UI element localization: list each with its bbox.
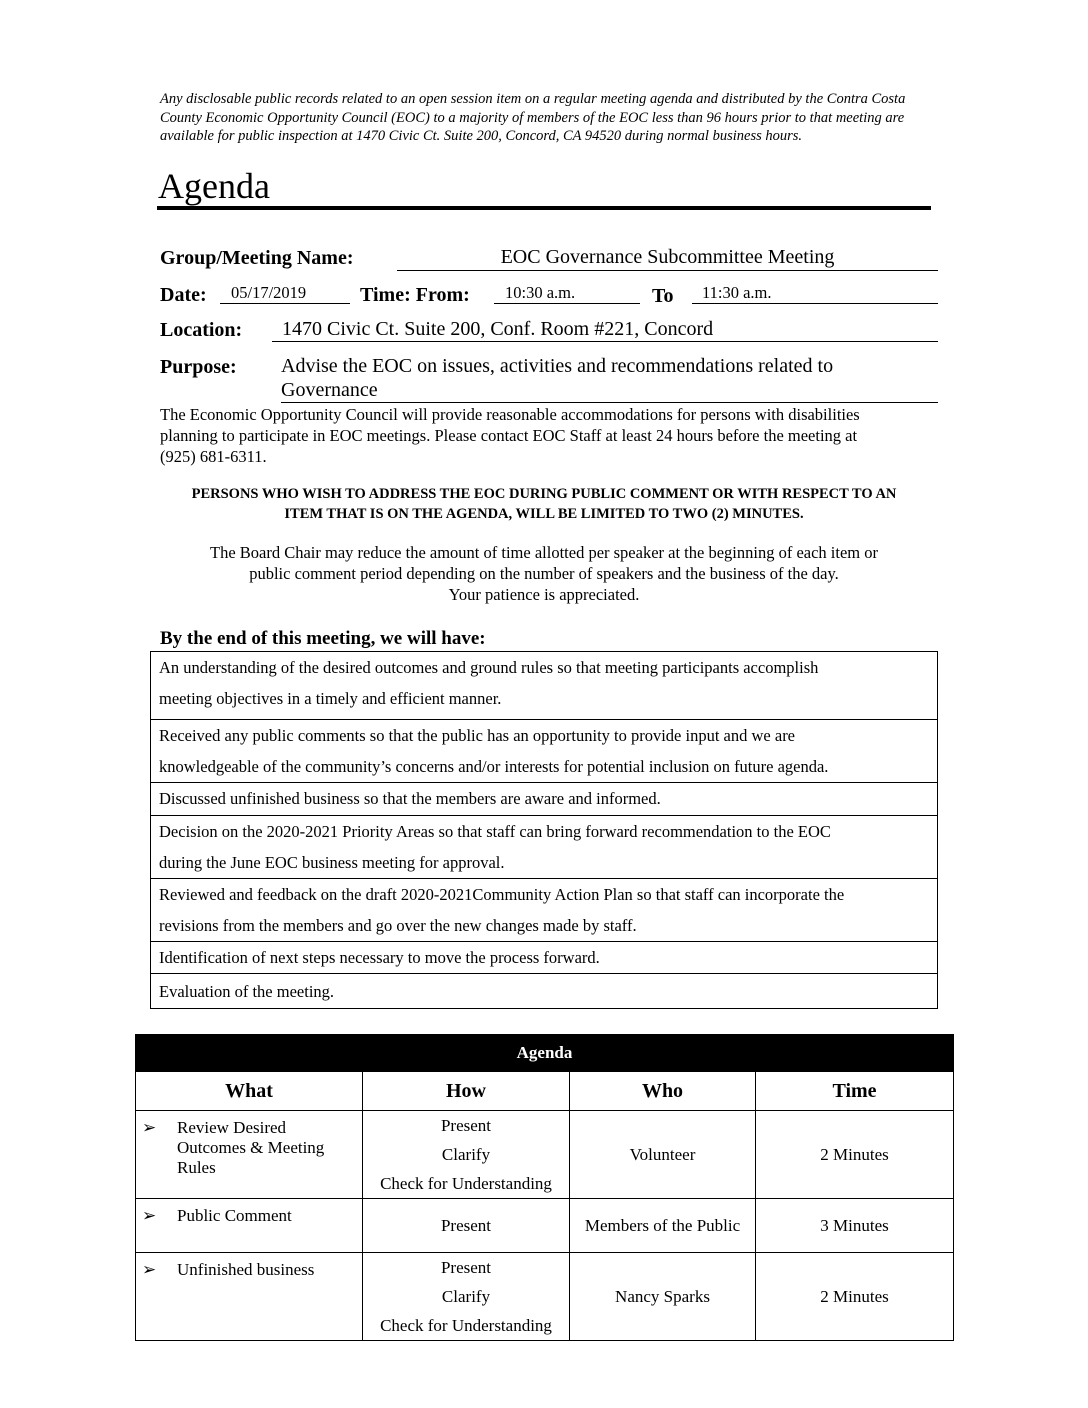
column-header-what: What <box>136 1072 363 1111</box>
how-step: Check for Understanding <box>380 1316 552 1335</box>
time-cell: 2 Minutes <box>756 1253 954 1341</box>
purpose-label: Purpose: <box>160 356 237 378</box>
who-cell: Nancy Sparks <box>570 1253 756 1341</box>
arrow-bullet-icon: ➢ <box>142 1118 157 1137</box>
objective-line: Received any public comments so that the public has an opportunity to provide input and we are <box>159 726 796 745</box>
location-value: 1470 Civic Ct. Suite 200, Conf. Room #221, Concord <box>272 317 938 342</box>
how-cell <box>363 1111 570 1199</box>
agenda-table-title: Agenda <box>136 1035 954 1072</box>
objective-item <box>151 974 937 1010</box>
time-cell: 2 Minutes <box>756 1111 954 1199</box>
page-title: Agenda <box>158 166 270 206</box>
objective-item <box>151 783 937 816</box>
how-step: Present <box>440 1116 492 1135</box>
how-step: Clarify <box>441 1145 491 1164</box>
objective-item <box>151 720 937 783</box>
objective-item <box>151 816 937 879</box>
time-to-label: To <box>652 285 674 307</box>
who-cell: Members of the Public <box>570 1199 756 1253</box>
how-cell <box>363 1199 570 1253</box>
how-cell <box>363 1253 570 1341</box>
column-header-who: Who <box>570 1072 756 1111</box>
location-label: Location: <box>160 319 243 341</box>
time-from-value: 10:30 a.m. <box>494 283 640 304</box>
objective-line: Evaluation of the meeting. <box>159 982 335 1001</box>
public-records-disclaimer: Any disclosable public records related to an open session item on a regular meeting agenda and distributed by the Contra Costa County Economic Opportunity Council (EOC) to a majority of members of the EOC less than 96 hours prior to that meeting are available for public inspection at 1470 Civic Ct. Suite 200, Concord, CA 94520 during normal business hours. <box>160 91 906 144</box>
table-row <box>136 1199 954 1253</box>
arrow-bullet-icon: ➢ <box>142 1206 157 1225</box>
purpose-line-2: Governance <box>281 378 938 403</box>
objective-line: during the June EOC business meeting for approval. <box>159 853 505 872</box>
objective-line: An understanding of the desired outcomes and ground rules so that meeting participants accomplish <box>159 658 819 677</box>
objective-line: Decision on the 2020-2021 Priority Areas so that staff can bring forward recommendation to the EOC <box>159 822 831 841</box>
time-to-value: 11:30 a.m. <box>692 283 938 304</box>
objective-line: Identification of next steps necessary to move the process forward. <box>159 948 600 967</box>
how-step: Present <box>440 1216 492 1235</box>
who-cell: Volunteer <box>570 1111 756 1199</box>
table-row <box>136 1111 954 1199</box>
objective-item <box>151 652 937 720</box>
how-step: Clarify <box>441 1287 491 1306</box>
objective-line: revisions from the members and go over the new changes made by staff. <box>159 916 637 935</box>
what-text: Public Comment <box>177 1206 292 1225</box>
column-header-how: How <box>363 1072 570 1111</box>
how-step: Check for Understanding <box>380 1174 552 1193</box>
objective-line: Discussed unfinished business so that the members are aware and informed. <box>159 789 661 808</box>
purpose-line-1: Advise the EOC on issues, activities and recommendations related to <box>281 355 834 377</box>
objective-line: Reviewed and feedback on the draft 2020-2021Community Action Plan so that staff can incorporate the <box>159 885 845 904</box>
table-row <box>136 1253 954 1341</box>
time-from-label: Time: From: <box>360 284 470 306</box>
time-cell: 3 Minutes <box>756 1199 954 1253</box>
chair-note-line-3: Your patience is appreciated. <box>448 585 640 604</box>
how-step: Present <box>440 1258 492 1277</box>
accommodations-line-2: planning to participate in EOC meetings. Please contact EOC Staff at least 24 hours before the meeting at <box>160 426 858 445</box>
objective-line: meeting objectives in a timely and efficient manner. <box>159 689 502 708</box>
what-cell <box>136 1199 363 1253</box>
meeting-name-value: EOC Governance Subcommittee Meeting <box>397 245 938 271</box>
accommodations-line-3: (925) 681-6311. <box>160 447 267 466</box>
notice-line-1: PERSONS WHO WISH TO ADDRESS THE EOC DURING PUBLIC COMMENT OR WITH RESPECT TO AN <box>191 486 897 502</box>
notice-line-2: ITEM THAT IS ON THE AGENDA, WILL BE LIMITED TO TWO (2) MINUTES. <box>284 506 804 522</box>
arrow-bullet-icon: ➢ <box>142 1260 157 1279</box>
objectives-box <box>150 651 938 1009</box>
date-label: Date: <box>160 284 207 306</box>
meeting-name-label: Group/Meeting Name: <box>160 247 354 269</box>
accommodations-line-1: The Economic Opportunity Council will provide reasonable accommodations for persons with disabilities <box>160 405 860 424</box>
objectives-heading: By the end of this meeting, we will have: <box>160 628 486 649</box>
what-text: Review Desired Outcomes & Meeting Rules <box>177 1118 325 1177</box>
chair-note-line-1: The Board Chair may reduce the amount of time allotted per speaker at the beginning of each item or <box>209 543 878 562</box>
agenda-table <box>135 1034 954 1341</box>
objective-line: knowledgeable of the community’s concerns and/or interests for potential inclusion on future agenda. <box>159 757 829 776</box>
what-cell <box>136 1253 363 1341</box>
what-text: Unfinished business <box>177 1260 315 1279</box>
what-cell <box>136 1111 363 1199</box>
chair-note-line-2: public comment period depending on the number of speakers and the business of the day. <box>249 564 839 583</box>
objective-item <box>151 879 937 942</box>
title-rule <box>157 206 931 210</box>
date-value: 05/17/2019 <box>220 283 350 304</box>
column-header-time: Time <box>756 1072 954 1111</box>
objective-item <box>151 942 937 974</box>
